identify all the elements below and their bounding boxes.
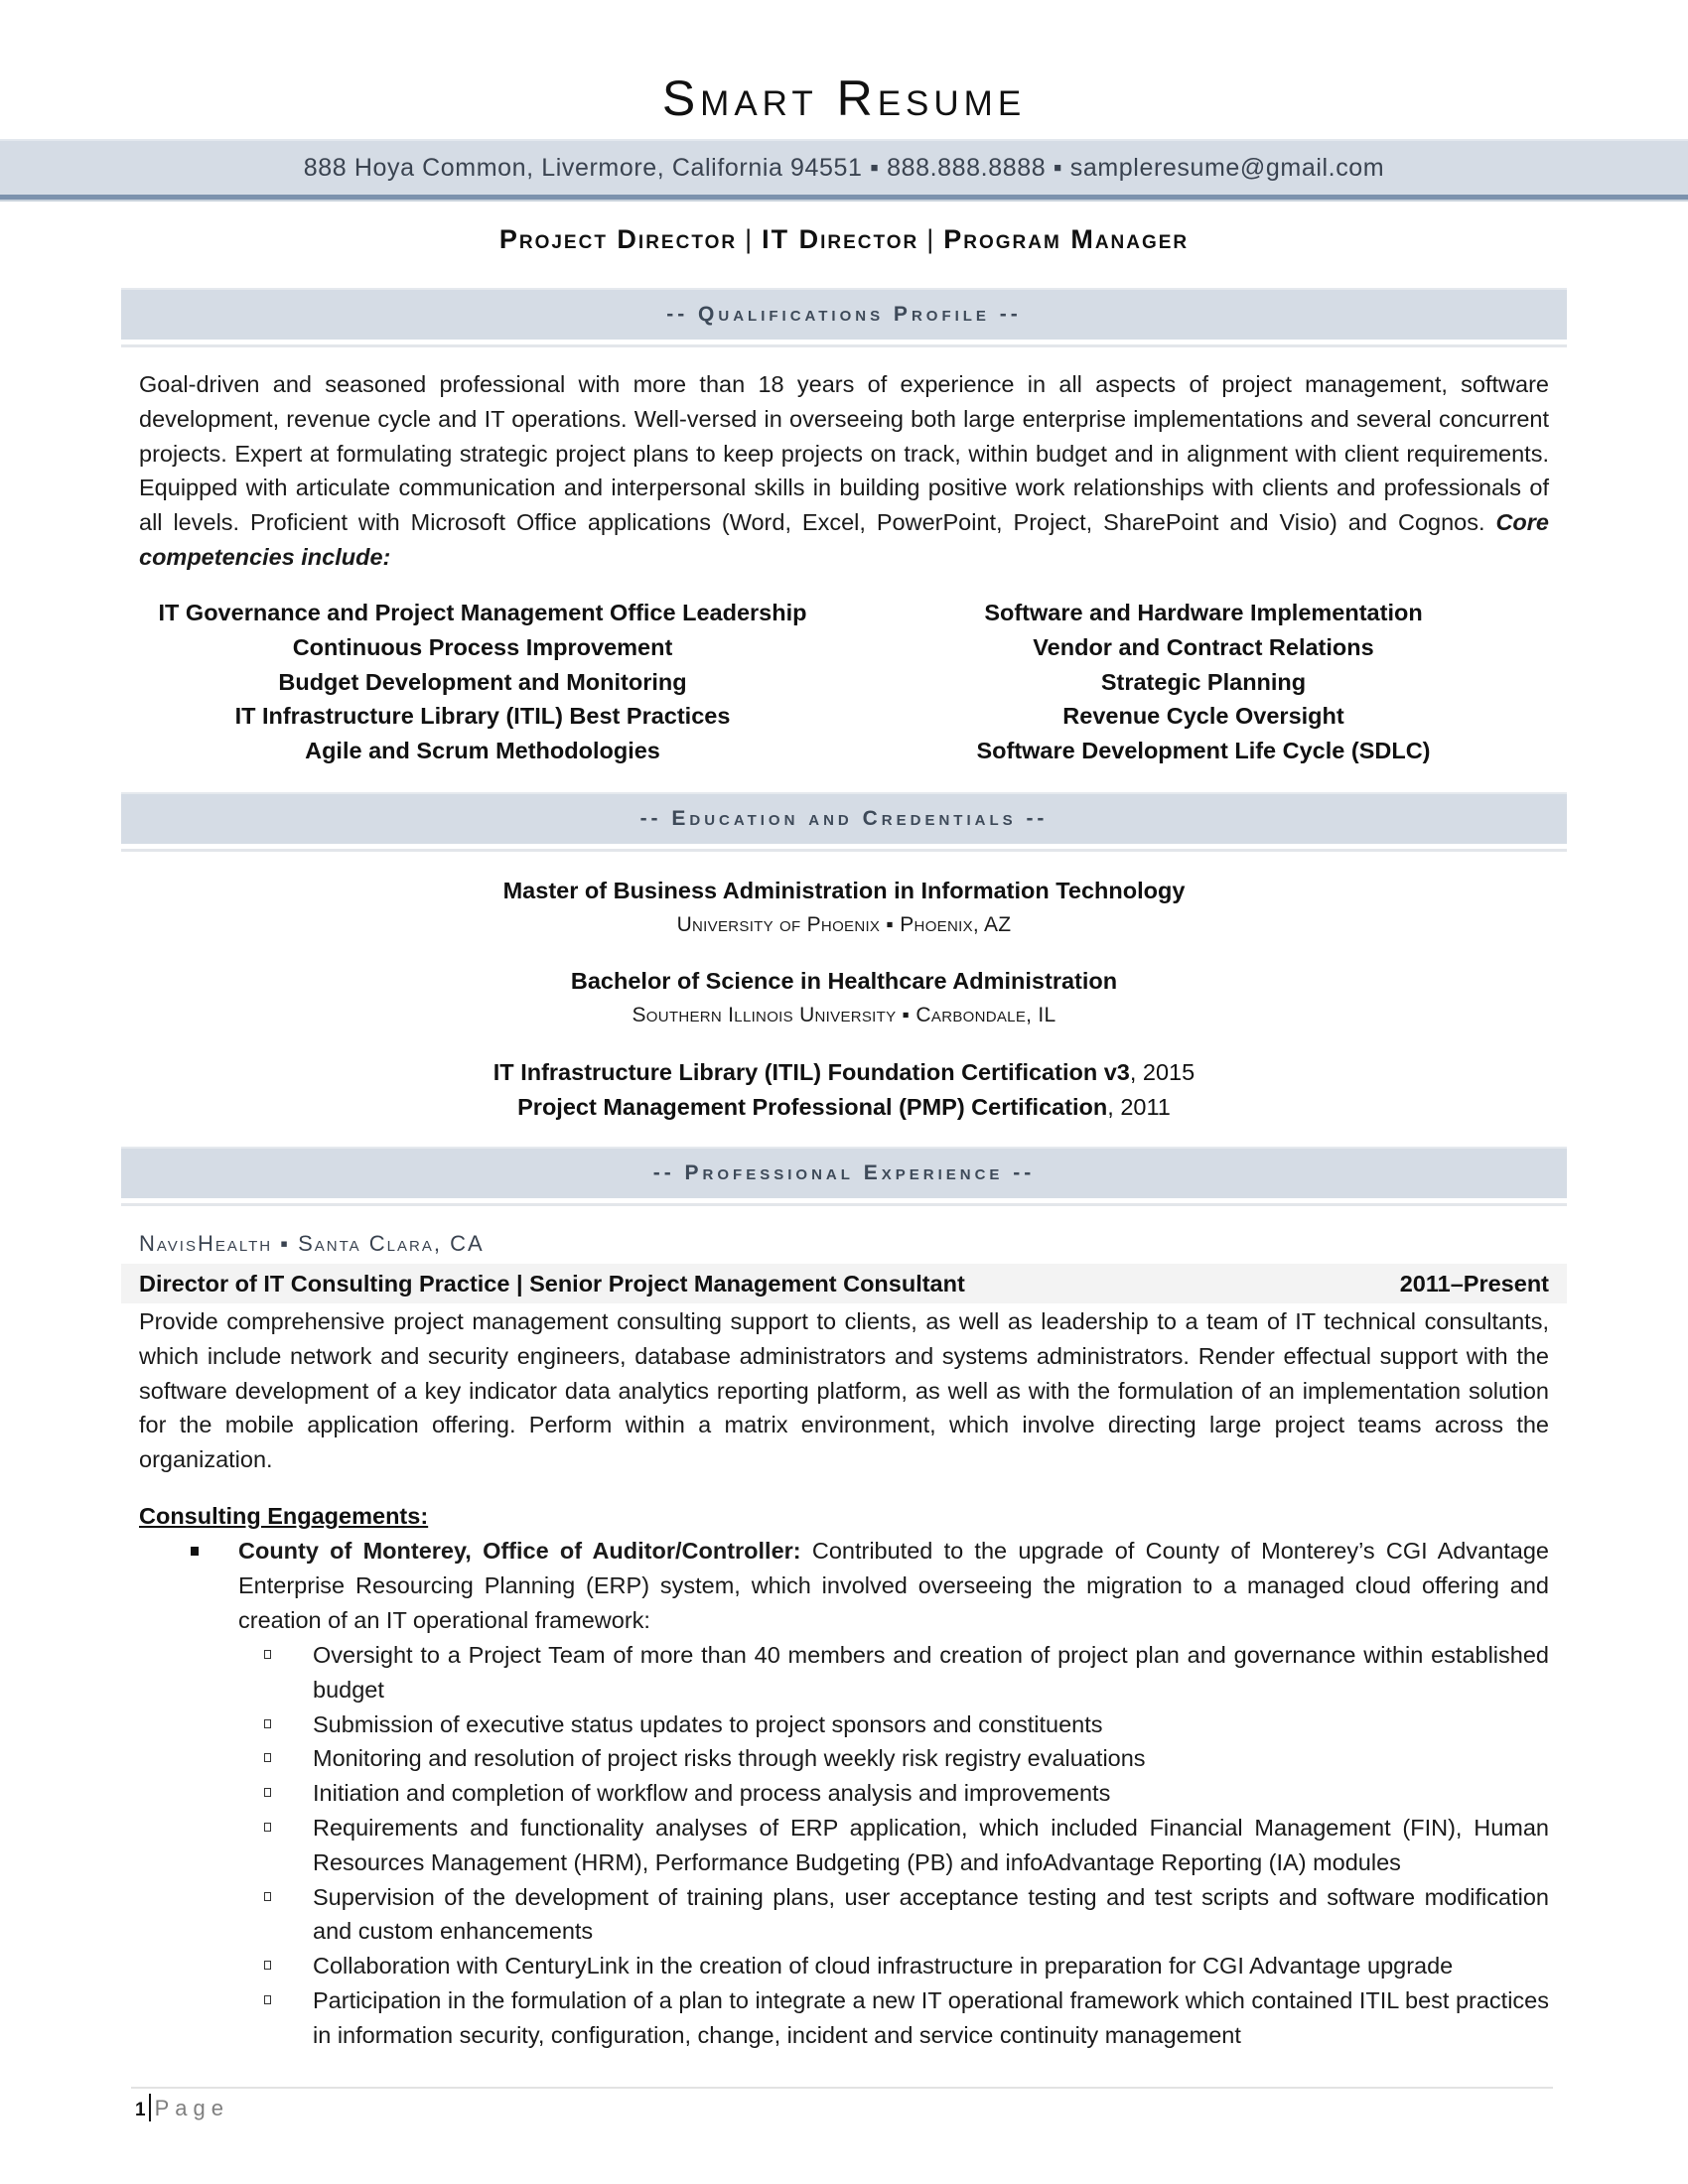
engagement-text: Contributed to the upgrade of County of Monterey’s CGI Advantage Enterprise Resourcing Planning (ERP) system, which involved overseeing the migration to a managed cloud offering and creation of an IT operational framework: xyxy=(238,1538,1549,1633)
education-entry xyxy=(0,874,1688,943)
hollow-square-bullet-icon xyxy=(264,1788,271,1797)
list-item xyxy=(139,1880,1549,1950)
list-item xyxy=(139,1776,1549,1811)
section-header-education xyxy=(121,792,1567,844)
education-entry xyxy=(0,964,1688,1033)
header-rule xyxy=(0,195,1688,202)
page-footer xyxy=(135,2091,229,2128)
school-location: Southern Illinois University ▪ Carbondale, IL xyxy=(632,1003,1056,1026)
competency-item: Continuous Process Improvement xyxy=(292,633,673,660)
engagement-sub-list xyxy=(139,1638,1549,2053)
competency-item: IT Governance and Project Management Office Leadership xyxy=(158,600,807,625)
school-location: University of Phoenix ▪ Phoenix, AZ xyxy=(676,912,1012,936)
target-titles xyxy=(0,224,1688,255)
list-item xyxy=(139,1983,1549,2053)
section-divider xyxy=(121,1203,1567,1206)
section-divider xyxy=(121,849,1567,852)
degree-name: Bachelor of Science in Healthcare Administration xyxy=(570,968,1118,994)
certification-item xyxy=(0,1055,1688,1090)
list-item-text: Supervision of the development of training plans, user acceptance testing and test scripts and software modification and custom enhancements xyxy=(313,1883,1549,1945)
list-item xyxy=(139,1811,1549,1880)
target-title-2: IT Director xyxy=(762,224,919,254)
list-item-text: Oversight to a Project Team of more than 40 members and creation of project plan and governance within established budget xyxy=(313,1642,1549,1703)
list-item-text: Requirements and functionality analyses of ERP application, which included Financial Management (FIN), Human Resources Management (HRM), Performance Budgeting (PB) and infoAdvantage Reporting (IA) modules xyxy=(313,1814,1549,1875)
job-title: Director of IT Consulting Practice | Senior Project Management Consultant xyxy=(139,1271,965,1297)
square-bullet-icon xyxy=(191,1547,199,1556)
contact-info: 888 Hoya Common, Livermore, California 94551 ▪ 888.888.8888 ▪ sampleresume@gmail.com xyxy=(303,154,1385,182)
list-item-text: Participation in the formulation of a plan to integrate a new IT operational framework which contained ITIL best practices in information security, configuration, change, incident and service continuity management xyxy=(313,1986,1549,2048)
hollow-square-bullet-icon xyxy=(264,1753,271,1762)
competencies-right-column xyxy=(856,596,1551,768)
hollow-square-bullet-icon xyxy=(264,1892,271,1901)
competency-item: Budget Development and Monitoring xyxy=(278,668,687,695)
job-summary: Provide comprehensive project management consulting support to clients, as well as leadership to a team of IT technical consultants, which include network and security engineers, database administrators and systems administrators. Render effectual support with the software development of a key indicator data analytics reporting platform, as well as with the formulation of an implementation solution for the mobile application offering. Perform within a matrix environment, which involve directing large project teams across the organization. xyxy=(139,1308,1549,1473)
list-item xyxy=(139,1707,1549,1742)
footer-divider xyxy=(131,2087,1553,2089)
engagements-heading: Consulting Engagements: xyxy=(139,1503,429,1529)
competency-item: Agile and Scrum Methodologies xyxy=(305,738,660,764)
competency-item: Software Development Life Cycle (SDLC) xyxy=(976,738,1431,764)
section-title: -- Education and Credentials -- xyxy=(639,807,1049,830)
hollow-square-bullet-icon xyxy=(264,1650,271,1659)
engagement-item xyxy=(139,1534,1549,1637)
page-label: Page xyxy=(154,2096,229,2120)
section-divider xyxy=(121,344,1567,347)
summary-text: Goal-driven and seasoned professional with more than 18 years of experience in all aspects of project management, software development, revenue cycle and IT operations. Well-versed in overseeing both large enterprise implementations and several concurrent projects. Expert at formulating strategic project plans to keep projects on track, within budget and in alignment with client requirements. Equipped with articulate communication and interpersonal skills in building positive work relationships with clients and professionals of all levels. Proficient with Microsoft Office applications (Word, Excel, PowerPoint, Project, SharePoint and Visio) and Cognos. xyxy=(139,371,1549,536)
hollow-square-bullet-icon xyxy=(264,1719,271,1728)
competency-item: IT Infrastructure Library (ITIL) Best Practices xyxy=(234,703,731,730)
competency-item: Software and Hardware Implementation xyxy=(984,600,1423,625)
competencies-intro: Core competencies include: xyxy=(139,509,1549,570)
target-title-1: Project Director xyxy=(498,224,738,254)
certification-year: , 2015 xyxy=(1129,1059,1196,1085)
section-header-experience xyxy=(121,1147,1567,1198)
page-number: 1 xyxy=(135,2100,146,2120)
list-item xyxy=(139,1741,1549,1776)
certification-name: Project Management Professional (PMP) Certification xyxy=(517,1093,1108,1120)
competencies-left-column xyxy=(135,596,830,768)
list-item xyxy=(139,1638,1549,1707)
title-separator: | xyxy=(745,224,755,254)
target-title-3: Program Manager xyxy=(943,224,1190,254)
section-title: -- Qualifications Profile -- xyxy=(666,303,1022,326)
degree-name: Master of Business Administration in Information Technology xyxy=(502,878,1186,903)
section-title: -- Professional Experience -- xyxy=(652,1161,1036,1184)
candidate-name: Smart Resume xyxy=(661,70,1027,126)
list-item-text: Initiation and completion of workflow and process analysis and improvements xyxy=(313,1780,1111,1807)
certifications xyxy=(0,1055,1688,1125)
list-item-text: Monitoring and resolution of project risks through weekly risk registry evaluations xyxy=(313,1745,1146,1772)
certification-item xyxy=(0,1090,1688,1125)
engagement-description xyxy=(238,1534,1549,1637)
certification-name: IT Infrastructure Library (ITIL) Foundation Certification v3 xyxy=(492,1059,1130,1085)
certification-year: , 2011 xyxy=(1107,1093,1171,1120)
title-separator: | xyxy=(926,224,936,254)
list-item-text: Collaboration with CenturyLink in the creation of cloud infrastructure in preparation for CGI Advantage upgrade xyxy=(313,1953,1454,1979)
footer-separator xyxy=(149,2094,151,2121)
list-item-text: Submission of executive status updates to project sponsors and constituents xyxy=(313,1710,1103,1737)
engagement-client: County of Monterey, Office of Auditor/Controller: xyxy=(238,1538,801,1564)
qualifications-summary xyxy=(139,367,1549,575)
job-dates: 2011–Present xyxy=(1399,1271,1549,1297)
competency-item: Vendor and Contract Relations xyxy=(1033,633,1374,660)
hollow-square-bullet-icon xyxy=(264,1995,271,2004)
competency-item: Strategic Planning xyxy=(1100,668,1307,695)
competency-item: Revenue Cycle Oversight xyxy=(1062,703,1344,730)
employer-name: NavisHealth ▪ Santa Clara, CA xyxy=(139,1231,485,1256)
list-item xyxy=(139,1949,1549,1983)
section-header-qualifications xyxy=(121,288,1567,340)
contact-band xyxy=(0,139,1688,195)
hollow-square-bullet-icon xyxy=(264,1961,271,1970)
job-title-bar xyxy=(121,1264,1567,1303)
hollow-square-bullet-icon xyxy=(264,1823,271,1832)
